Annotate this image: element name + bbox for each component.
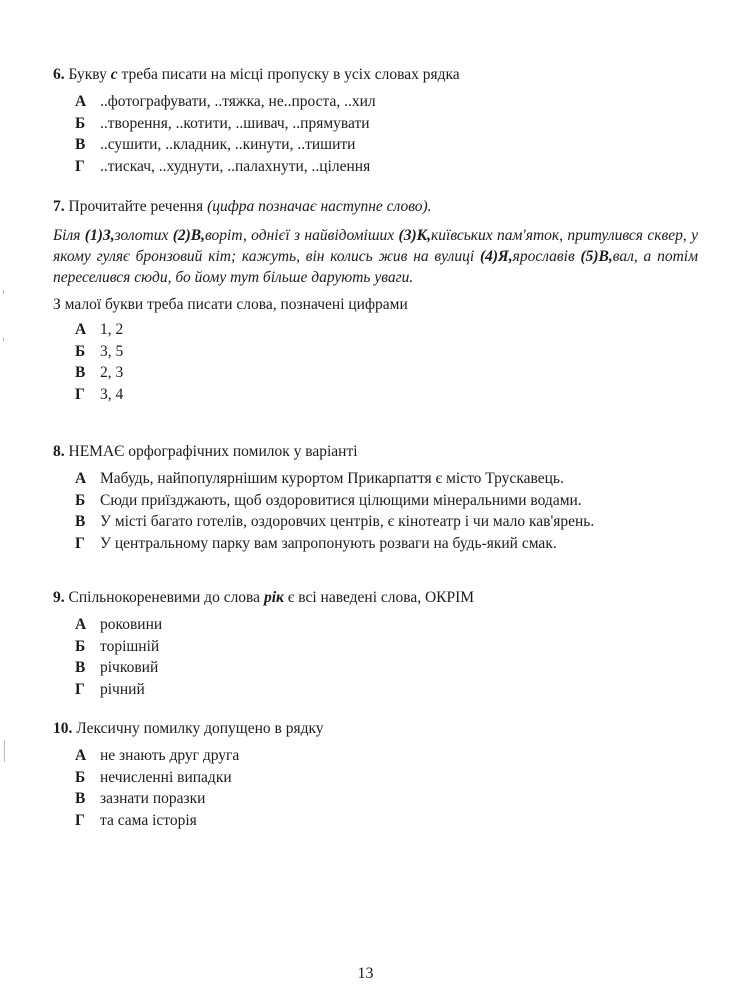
option-a[interactable] (75, 468, 698, 490)
stem-emphasis: с (110, 66, 118, 83)
option-b[interactable] (75, 113, 698, 135)
option-label: В (75, 513, 86, 530)
marker-5: (5)В, (580, 248, 613, 265)
option-a[interactable] (75, 745, 698, 767)
marker-4: (4)Я, (479, 248, 513, 265)
marker-2: (2)В, (172, 227, 206, 244)
options-list (75, 319, 698, 405)
options-list (75, 745, 698, 831)
option-text: Мабудь, найпопулярнішим курортом Прикарпаття є місто Трускавець. (100, 470, 564, 487)
option-v[interactable] (75, 657, 698, 679)
option-label: В (75, 659, 86, 676)
option-text: У центральному парку вам запропонують розваги на будь-який смак. (100, 534, 557, 552)
page-number: 13 (357, 965, 374, 982)
option-v[interactable] (75, 362, 698, 384)
option-label: Б (75, 114, 86, 132)
question-10 (53, 718, 698, 831)
question-stem (53, 718, 698, 739)
option-text: Сюди приїзджають, щоб оздоровитися цілющими мінеральними водами. (100, 491, 582, 509)
option-label: Б (75, 768, 86, 786)
options-list (75, 614, 698, 700)
question-7 (53, 196, 698, 405)
option-text: річковий (100, 659, 159, 676)
option-v[interactable] (75, 134, 698, 156)
option-label: Г (75, 811, 85, 829)
option-g[interactable] (75, 156, 698, 178)
option-b[interactable] (75, 767, 698, 789)
options-list (75, 468, 698, 554)
option-label: В (75, 790, 86, 807)
option-text: зазнати поразки (100, 790, 206, 807)
option-label: А (75, 321, 87, 338)
option-text: У місті багато готелів, оздоровчих центрів, є кінотеатр і чи мало кав'ярень. (100, 513, 595, 530)
option-text: ..фотографувати, ..тяжка, не..проста, ..хил (100, 93, 376, 110)
option-label: Г (75, 534, 85, 552)
option-label: Г (75, 680, 85, 698)
scan-mark (3, 290, 4, 294)
option-label: А (75, 93, 87, 110)
stem-text: Спільнокореневими до слова (68, 589, 264, 606)
question-stem (53, 64, 698, 85)
scan-mark (3, 337, 4, 341)
option-label: Г (75, 157, 85, 175)
question-stem (53, 196, 698, 217)
option-text: 3, 5 (100, 342, 124, 360)
option-label: Б (75, 637, 86, 655)
stem-emphasis: рік (263, 589, 284, 606)
stem-text: є всі наведені слова, ОКРІМ (283, 589, 475, 606)
option-label: А (75, 747, 87, 764)
option-v[interactable] (75, 788, 698, 810)
question-stem (53, 587, 698, 608)
question-number: 7. (53, 198, 65, 215)
option-text: та сама історія (100, 811, 197, 829)
option-text: 1, 2 (100, 321, 124, 338)
stem-text: Лексичну помилку допущено в рядку (76, 720, 324, 737)
question-6 (53, 64, 698, 177)
option-label: Г (75, 385, 85, 403)
option-text: ..сушити, ..кладник, ..кинути, ..тишити (100, 136, 356, 153)
options-list (75, 91, 698, 177)
reading-sentence: Біля (1)З,золотих (2)В,воріт, однієї з найвідоміших (3)К,київських пам'яток, притулився сквер, у якому гуляє бронзовий кіт; кажуть, він колись жив на вулиці (4)Я,ярославів (5)В,вал, а потім переселився сюди, бо йому тут більше дарують уваги. (53, 227, 698, 286)
question-number: 10. (53, 720, 73, 737)
option-b[interactable] (75, 490, 698, 512)
option-label: Б (75, 342, 86, 360)
question-number: 9. (53, 589, 65, 606)
scan-mark (4, 740, 5, 762)
option-a[interactable] (75, 614, 698, 636)
option-text: 3, 4 (100, 385, 124, 403)
stem-text: НЕМАЄ орфографічних помилок у варіанті (68, 443, 358, 460)
option-text: роковини (100, 616, 163, 633)
option-label: А (75, 616, 87, 633)
option-label: В (75, 136, 86, 153)
option-g[interactable] (75, 679, 698, 701)
option-text: ..творення, ..котити, ..шивач, ..прямувати (100, 114, 370, 132)
question-8 (53, 441, 698, 554)
option-label: В (75, 364, 86, 381)
question-9 (53, 587, 698, 700)
option-label: А (75, 470, 87, 487)
option-b[interactable] (75, 636, 698, 658)
marker-3: (3)К, (398, 227, 432, 244)
option-g[interactable] (75, 533, 698, 555)
option-b[interactable] (75, 341, 698, 363)
option-v[interactable] (75, 511, 698, 533)
question-number: 8. (53, 443, 65, 460)
option-a[interactable] (75, 91, 698, 113)
option-g[interactable] (75, 810, 698, 832)
stem-text: Букву (68, 66, 111, 83)
option-text: 2, 3 (100, 364, 124, 381)
option-g[interactable] (75, 384, 698, 406)
question-number: 6. (53, 66, 65, 83)
stem-note: (цифра позначає наступне слово). (207, 198, 432, 215)
question-stem (53, 441, 698, 462)
option-label: Б (75, 491, 86, 509)
stem-text: треба писати на місці пропуску в усіх словах рядка (117, 66, 460, 83)
option-text: не знають друг друга (100, 747, 240, 764)
marker-1: (1)З, (84, 227, 115, 244)
option-text: нечисленні випадки (100, 768, 232, 786)
option-text: торішній (100, 637, 160, 655)
option-text: ..тискач, ..худнути, ..палахнути, ..цілення (100, 157, 371, 175)
option-text: річний (100, 680, 145, 698)
sub-question: З малої букви треба писати слова, позначені цифрами (53, 296, 408, 313)
option-a[interactable] (75, 319, 698, 341)
stem-text: Прочитайте речення (68, 198, 208, 215)
